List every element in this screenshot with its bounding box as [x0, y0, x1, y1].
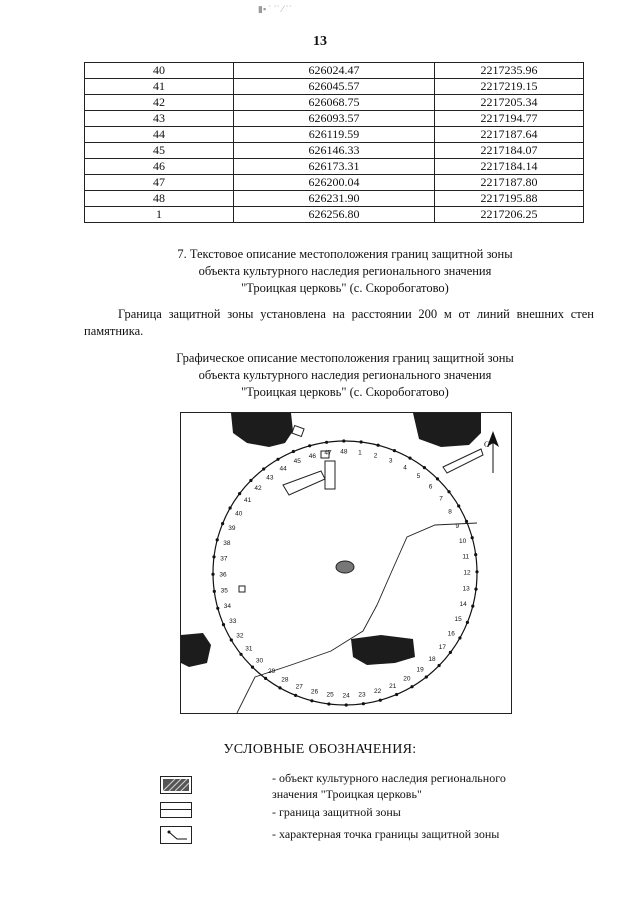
boundary-point-marker [449, 651, 452, 654]
boundary-point-marker [377, 444, 380, 447]
y-coordinate-cell: 2217206.25 [435, 207, 584, 223]
zone-map [180, 412, 512, 714]
boundary-point-marker [475, 570, 478, 573]
boundary-point-marker [212, 555, 215, 558]
boundary-point-marker [276, 458, 279, 461]
boundary-point-marker [230, 638, 233, 641]
legend-title: УСЛОВНЫЕ ОБОЗНАЧЕНИЯ: [223, 742, 417, 757]
boundary-point-marker [360, 440, 363, 443]
x-coordinate-cell: 626200.04 [234, 175, 435, 191]
table-row [85, 111, 584, 127]
building-outline [292, 426, 304, 437]
terrain-patch [351, 635, 415, 665]
boundary-point-label: 44 [279, 465, 287, 473]
boundary-point-marker [345, 703, 348, 706]
boundary-point-label: 5 [416, 473, 421, 481]
building-outline [283, 471, 325, 495]
boundary-point-marker [393, 449, 396, 452]
table-row [85, 207, 584, 223]
paragraph-text: Граница защитной зоны установлена на расстоянии 200 м от линий внешних стен памятника. [84, 307, 594, 338]
graphic-description-title [130, 350, 560, 401]
boundary-point-marker [251, 666, 254, 669]
boundary-point-marker [238, 492, 241, 495]
boundary-point-label: 32 [236, 632, 244, 640]
boundary-point-label: 21 [389, 682, 397, 690]
boundary-point-marker [410, 685, 413, 688]
boundary-point-label: 48 [340, 448, 348, 456]
legend-zone-swatch [160, 802, 192, 818]
boundary-point-marker [229, 506, 232, 509]
boundary-point-marker [436, 477, 439, 480]
boundary-point-label: 43 [266, 474, 274, 482]
legend-object-label [272, 770, 506, 802]
point-number-cell: 48 [85, 191, 234, 207]
boundary-point-label: 28 [281, 676, 289, 684]
point-number-cell: 42 [85, 95, 234, 111]
boundary-point-label: 19 [416, 666, 424, 674]
legend-object-swatch [160, 776, 192, 794]
point-number-cell: 1 [85, 207, 234, 223]
boundary-point-marker [362, 702, 365, 705]
boundary-point-marker [310, 699, 313, 702]
boundary-point-label: 24 [342, 692, 350, 700]
boundary-point-label: 7 [439, 495, 443, 503]
y-coordinate-cell: 2217184.07 [435, 143, 584, 159]
boundary-point-label: 22 [373, 688, 382, 696]
boundary-point-marker [425, 675, 428, 678]
x-coordinate-cell: 626231.90 [234, 191, 435, 207]
boundary-point-label: 8 [448, 508, 452, 516]
boundary-point-marker [408, 457, 411, 460]
boundary-point-marker [342, 439, 345, 442]
table-row [85, 159, 584, 175]
title-line: объекта культурного наследия регионального значения [198, 264, 492, 278]
boundary-point-marker [221, 522, 224, 525]
boundary-point-label: 14 [459, 601, 467, 608]
boundary-point-label: 45 [293, 458, 301, 466]
legend-point-swatch [160, 826, 192, 844]
title-line: "Троицкая церковь" (с. Скоробогатово) [241, 385, 449, 399]
boundary-point-label: 34 [223, 603, 232, 611]
boundary-point-label: 2 [373, 452, 378, 460]
boundary-point-label: 41 [243, 497, 252, 505]
boundary-point-marker [447, 490, 450, 493]
north-arrow [484, 431, 499, 473]
legend-point-label: - характерная точка границы защитной зоны [272, 827, 500, 841]
x-coordinate-cell: 626024.47 [234, 63, 435, 79]
boundary-point-label: 20 [403, 675, 411, 683]
boundary-point-marker [457, 504, 460, 507]
boundary-point-label: 39 [228, 524, 236, 532]
table-row [85, 143, 584, 159]
point-number-cell: 46 [85, 159, 234, 175]
boundary-point-marker [216, 607, 219, 610]
boundary-point-marker [395, 693, 398, 696]
boundary-point-label: 25 [326, 691, 334, 699]
boundary-point-marker [294, 694, 297, 697]
scan-artifact: ▮▪ ˙ ˙˙ ⁄ ˙˙ [258, 4, 292, 14]
boundary-point-label: 23 [358, 691, 366, 699]
boundary-point-label: 33 [229, 618, 237, 626]
boundary-point-label: 9 [455, 522, 460, 530]
boundary-point-label: 46 [308, 452, 317, 460]
table-row [85, 175, 584, 191]
boundary-point-marker [458, 636, 461, 639]
boundary-point-label: 10 [458, 537, 467, 545]
boundary-point-label: 37 [220, 555, 228, 563]
x-coordinate-cell: 626146.33 [234, 143, 435, 159]
boundary-point-label: 38 [223, 540, 231, 547]
boundary-point-marker [465, 520, 468, 523]
boundary-point-marker [423, 466, 426, 469]
protected-object [336, 561, 354, 573]
boundary-point-label: 29 [267, 667, 276, 675]
boundary-point-marker [262, 467, 265, 470]
y-coordinate-cell: 2217187.80 [435, 175, 584, 191]
boundary-point-label: 40 [235, 510, 243, 518]
terrain-patch [413, 413, 481, 447]
title-line: "Троицкая церковь" (с. Скоробогатово) [241, 281, 449, 295]
legend-object-line: - объект культурного наследия регионального [272, 771, 506, 785]
boundary-point-marker [466, 621, 469, 624]
boundary-point-marker [278, 686, 281, 689]
boundary-point-label: 42 [254, 485, 262, 492]
zone-map-drawing [181, 413, 511, 713]
zone-line-icon [161, 809, 191, 810]
title-line: объекта культурного наследия регионального значения [198, 368, 492, 382]
point-number-cell: 41 [85, 79, 234, 95]
y-coordinate-cell: 2217235.96 [435, 63, 584, 79]
boundary-point-marker [239, 653, 242, 656]
point-number-cell: 43 [85, 111, 234, 127]
boundary-point-label: 13 [462, 585, 470, 593]
title-line: Графическое описание местоположения границ защитной зоны [176, 351, 514, 365]
table-row [85, 63, 584, 79]
terrain-patch [181, 633, 211, 667]
terrain-patch [231, 413, 293, 447]
boundary-point-label: 18 [428, 656, 436, 663]
x-coordinate-cell: 626256.80 [234, 207, 435, 223]
boundary-point-label: 4 [403, 464, 407, 472]
zone-description-paragraph [84, 306, 594, 340]
boundary-point-label: 1 [358, 449, 362, 457]
boundary-point-label: 3 [388, 457, 393, 465]
boundary-point-label: 15 [454, 616, 462, 624]
boundary-point-label: 27 [295, 683, 303, 691]
boundary-point-label: 12 [463, 569, 471, 577]
legend-object-line: значения "Троицкая церковь" [272, 787, 422, 801]
page-number: 13 [313, 34, 327, 49]
boundary-point-marker [325, 441, 328, 444]
boundary-point-label: 6 [428, 483, 433, 491]
boundary-point-marker [249, 479, 252, 482]
table-row [85, 191, 584, 207]
point-number-cell: 47 [85, 175, 234, 191]
boundary-point-marker [438, 664, 441, 667]
boundary-point-label: 30 [255, 657, 264, 665]
boundary-point-label: 31 [245, 645, 253, 653]
boundary-point-marker [327, 702, 330, 705]
boundary-point-label: 36 [219, 571, 227, 579]
north-label: С [484, 440, 490, 449]
point-number-cell: 44 [85, 127, 234, 143]
boundary-point-marker [379, 699, 382, 702]
boundary-point-marker [216, 538, 219, 541]
point-number-cell: 45 [85, 143, 234, 159]
y-coordinate-cell: 2217219.15 [435, 79, 584, 95]
boundary-point-marker [471, 536, 474, 539]
legend-zone-label: - граница защитной зоны [272, 805, 401, 819]
road-line [443, 449, 483, 473]
y-coordinate-cell: 2217184.14 [435, 159, 584, 175]
table-row [85, 127, 584, 143]
boundary-point-label: 47 [324, 449, 332, 457]
boundary-point-marker [474, 588, 477, 591]
x-coordinate-cell: 626045.57 [234, 79, 435, 95]
title-line: 7. Текстовое описание местоположения границ защитной зоны [177, 247, 513, 261]
boundary-point-marker [213, 590, 216, 593]
boundary-point-marker [471, 605, 474, 608]
boundary-point-label: 17 [438, 643, 447, 651]
x-coordinate-cell: 626093.57 [234, 111, 435, 127]
hatch-icon [160, 776, 192, 794]
boundary-point-label: 35 [220, 587, 228, 595]
point-number-cell: 40 [85, 63, 234, 79]
x-coordinate-cell: 626068.75 [234, 95, 435, 111]
coordinates-table [84, 62, 584, 223]
y-coordinate-cell: 2217195.88 [435, 191, 584, 207]
y-coordinate-cell: 2217194.77 [435, 111, 584, 127]
x-coordinate-cell: 626119.59 [234, 127, 435, 143]
y-coordinate-cell: 2217187.64 [435, 127, 584, 143]
x-coordinate-cell: 626173.31 [234, 159, 435, 175]
text-description-title [130, 246, 560, 297]
point-marker-icon [161, 827, 191, 843]
boundary-point-label: 11 [462, 553, 470, 561]
boundary-point-marker [264, 677, 267, 680]
boundary-point-marker [308, 444, 311, 447]
table-row [85, 79, 584, 95]
boundary-point-marker [222, 623, 225, 626]
boundary-point-label: 26 [310, 688, 319, 696]
boundary-point-marker [211, 573, 214, 576]
building-outline [239, 586, 245, 592]
y-coordinate-cell: 2217205.34 [435, 95, 584, 111]
boundary-point-marker [474, 553, 477, 556]
stream-line [237, 523, 477, 713]
boundary-point-label: 16 [447, 630, 455, 638]
table-row [85, 95, 584, 111]
boundary-point-marker [292, 450, 295, 453]
building-outline [325, 461, 335, 489]
